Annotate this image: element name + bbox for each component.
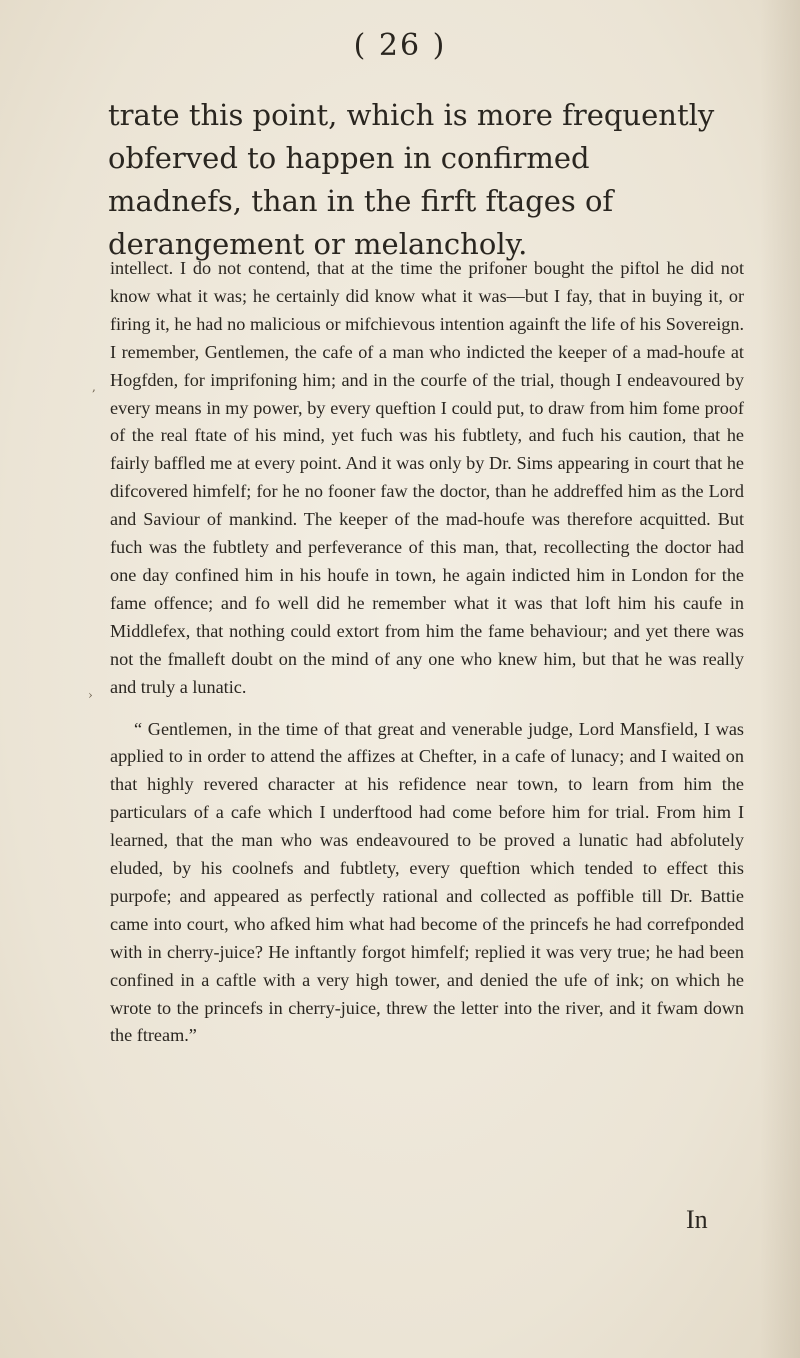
margin-mark: › [88, 688, 93, 702]
catchword: In [686, 1205, 708, 1234]
page-number: ( 26 ) [353, 28, 447, 63]
page-edge-shadow [760, 0, 800, 1358]
body-text [110, 255, 744, 1050]
paragraph-1: intellect. I do not contend, that at the time the prifoner bought the piftol he did not know what it was; he certainly did know what it was—but I fay, that in buying it, or firing it, he had no malicious or mifchievous intention againft the life of his Sovereign. I remember, Gentlemen, the cafe of a man who indicted the keeper of a mad-houfe at Hogfden, for imprifoning him; and in the courfe of the trial, though I endeavoured by every means in my power, by every queftion I could put, to draw from him fome proof of the real ftate of his mind, yet fuch was his fubtlety, and fuch his caution, that he fairly baffled me at every point. And it was only by Dr. Sims appearing in court that he difcovered himfelf; for he no fooner faw the doctor, than he addreffed him as the Lord and Saviour of mankind. The keeper of the mad-houfe was therefore acquitted. But fuch was the fubtlety and perfeverance of this man, that, recollecting the doctor had one day confined him in his houfe in town, he again indicted him in London for the fame offence; and fo well did he remember what it was that loft him his caufe in Middlefex, that nothing could extort from him the fame behaviour; and yet there was not the fmalleft doubt on the mind of any one who knew him, but that he was really and truly a lunatic. [110, 258, 744, 697]
margin-mark: , [92, 380, 96, 394]
paragraph-2: “ Gentlemen, in the time of that great and venerable judge, Lord Mansfield, I was applied to in order to attend the affizes at Chefter, in a cafe of lunacy; and I waited on that highly revered character at his refidence near town, to learn from him the particulars of a cafe which I underftood had come before him for trial. From him I learned, that the man who was endeavoured to be proved a lunatic had abfolutely eluded, by his coolnefs and fubtlety, every queftion which tended to effect this purpofe; and appeared as perfectly rational and collected as poffible till Dr. Battie came into court, who afked him what had become of the princefs he had correfponded with in cherry-juice? He inftantly forgot himfelf; replied it was very true; he had been confined in a caftle with a very high tower, and denied the ufe of ink; on which he wrote to the princefs in cherry-juice, threw the letter into the river, and it fwam down the ftream.” [110, 718, 744, 1046]
carryover-text: trate this point, which is more frequently obferved to happen in confirmed madnefs, than in the firft ftages of derangement or melancholy. [108, 98, 715, 261]
